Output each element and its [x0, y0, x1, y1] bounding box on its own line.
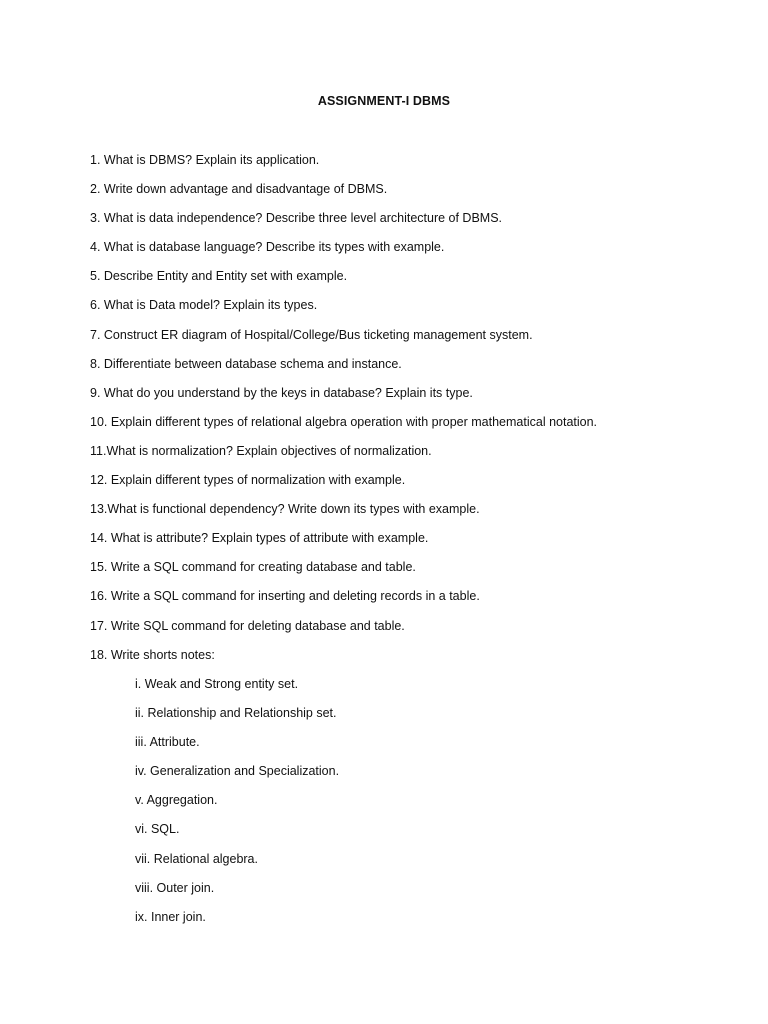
- short-note-item: vi. SQL.: [135, 822, 180, 837]
- question-item: 5. Describe Entity and Entity set with example.: [90, 269, 348, 284]
- short-note-item: v. Aggregation.: [135, 793, 218, 808]
- short-note-item: vii. Relational algebra.: [135, 851, 258, 866]
- question-item: 9. What do you understand by the keys in database? Explain its type.: [90, 385, 473, 400]
- short-notes-list: [135, 675, 339, 937]
- question-item: 15. Write a SQL command for creating database and table.: [90, 560, 416, 575]
- short-note-item: iv. Generalization and Specialization.: [135, 764, 340, 779]
- question-item: 14. What is attribute? Explain types of attribute with example.: [90, 531, 429, 546]
- question-item: 6. What is Data model? Explain its types.: [90, 298, 318, 313]
- question-item: 10. Explain different types of relational algebra operation with proper mathematical notation.: [90, 414, 598, 429]
- question-list: [90, 151, 597, 675]
- short-note-item: ii. Relationship and Relationship set.: [135, 706, 337, 721]
- question-item: 13.What is functional dependency? Write down its types with example.: [90, 502, 480, 517]
- question-item: 11.What is normalization? Explain objectives of normalization.: [90, 443, 432, 458]
- question-item: 3. What is data independence? Describe three level architecture of DBMS.: [90, 211, 503, 226]
- question-item: 12. Explain different types of normalization with example.: [90, 473, 406, 488]
- question-item: 16. Write a SQL command for inserting and deleting records in a table.: [90, 589, 480, 604]
- short-note-item: iii. Attribute.: [135, 735, 200, 750]
- question-item: 2. Write down advantage and disadvantage of DBMS.: [90, 182, 388, 197]
- question-item: 17. Write SQL command for deleting database and table.: [90, 618, 405, 633]
- question-item: 7. Construct ER diagram of Hospital/College/Bus ticketing management system.: [90, 327, 533, 342]
- question-item: 18. Write shorts notes:: [90, 647, 215, 662]
- question-item: 8. Differentiate between database schema and instance.: [90, 356, 402, 371]
- question-item: 4. What is database language? Describe its types with example.: [90, 240, 445, 255]
- short-note-item: ix. Inner join.: [135, 909, 206, 924]
- question-item: 1. What is DBMS? Explain its application.: [90, 153, 320, 167]
- short-note-item: viii. Outer join.: [135, 880, 215, 895]
- short-note-item: i. Weak and Strong entity set.: [135, 677, 299, 691]
- document-title: ASSIGNMENT-I DBMS: [317, 94, 451, 108]
